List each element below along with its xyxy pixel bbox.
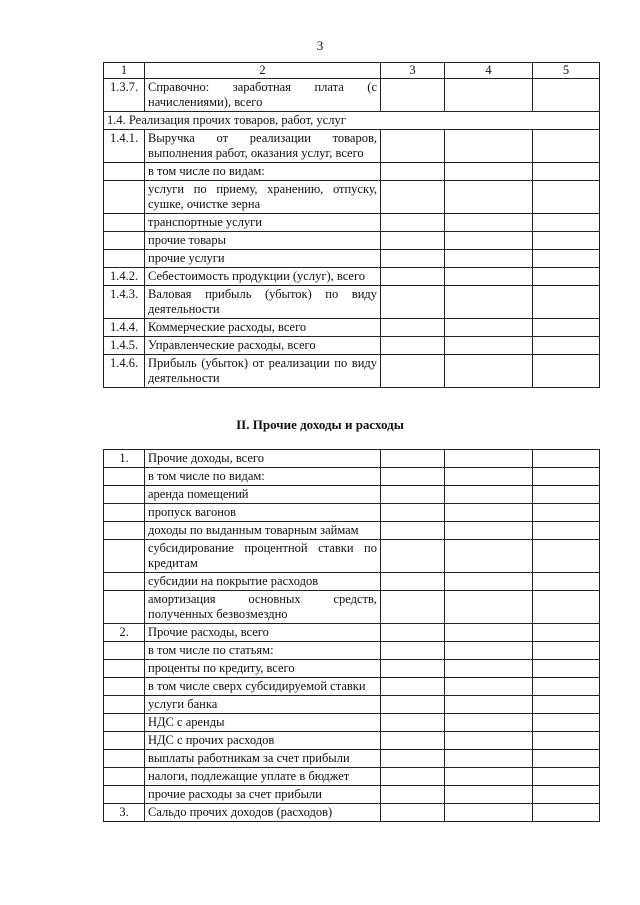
value-cell-col5[interactable] <box>533 250 600 268</box>
row-description: выплаты работникам за счет прибыли <box>145 750 381 768</box>
value-cell-col5[interactable] <box>533 642 600 660</box>
row-description: Прочие доходы, всего <box>145 450 381 468</box>
value-cell-col5[interactable] <box>533 678 600 696</box>
row-number <box>104 732 145 750</box>
table-row <box>104 468 600 486</box>
value-cell-col4[interactable] <box>445 181 533 214</box>
value-cell-col3[interactable] <box>381 268 445 286</box>
row-number: 1. <box>104 450 145 468</box>
table-row <box>104 319 600 337</box>
value-cell-col5[interactable] <box>533 286 600 319</box>
value-cell-col5[interactable] <box>533 268 600 286</box>
table-row <box>104 268 600 286</box>
table-row <box>104 232 600 250</box>
row-number: 3. <box>104 804 145 822</box>
row-number <box>104 678 145 696</box>
row-description: в том числе по видам: <box>145 163 381 181</box>
row-number <box>104 468 145 486</box>
value-cell-col3[interactable] <box>381 750 445 768</box>
row-description: услуги по приему, хранению, отпуску, сушке, очистке зерна <box>145 181 381 214</box>
table-row <box>104 181 600 214</box>
row-description: Справочно: заработная плата (с начислениями), всего <box>145 79 381 112</box>
value-cell-col3[interactable] <box>381 504 445 522</box>
value-cell-col3[interactable] <box>381 732 445 750</box>
value-cell-col5[interactable] <box>533 540 600 573</box>
value-cell-col3[interactable] <box>381 768 445 786</box>
table-row <box>104 130 600 163</box>
value-cell-col3[interactable] <box>381 804 445 822</box>
table-row <box>104 486 600 504</box>
value-cell-col5[interactable] <box>533 522 600 540</box>
value-cell-col3[interactable] <box>381 286 445 319</box>
row-description: аренда помещений <box>145 486 381 504</box>
row-description: Прочие расходы, всего <box>145 624 381 642</box>
row-number <box>104 573 145 591</box>
row-description: субсидирование процентной ставки по кредитам <box>145 540 381 573</box>
row-description: Выручка от реализации товаров, выполнения работ, оказания услуг, всего <box>145 130 381 163</box>
row-number <box>104 768 145 786</box>
row-description: Себестоимость продукции (услуг), всего <box>145 268 381 286</box>
value-cell-col5[interactable] <box>533 786 600 804</box>
row-description: Управленческие расходы, всего <box>145 337 381 355</box>
column-header: 1 <box>104 63 145 79</box>
row-number <box>104 591 145 624</box>
table-row <box>104 163 600 181</box>
subsection-heading: 1.4. Реализация прочих товаров, работ, услуг <box>104 112 600 130</box>
value-cell-col4[interactable] <box>445 319 533 337</box>
value-cell-col3[interactable] <box>381 337 445 355</box>
value-cell-col4[interactable] <box>445 232 533 250</box>
row-number <box>104 696 145 714</box>
value-cell-col4[interactable] <box>445 286 533 319</box>
row-description: доходы по выданным товарным займам <box>145 522 381 540</box>
row-description: НДС с аренды <box>145 714 381 732</box>
row-description: прочие услуги <box>145 250 381 268</box>
value-cell-col5[interactable] <box>533 163 600 181</box>
row-number <box>104 786 145 804</box>
value-cell-col5[interactable] <box>533 714 600 732</box>
row-number: 2. <box>104 624 145 642</box>
value-cell-col5[interactable] <box>533 468 600 486</box>
table-row <box>104 732 600 750</box>
value-cell-col5[interactable] <box>533 750 600 768</box>
value-cell-col5[interactable] <box>533 768 600 786</box>
value-cell-col3[interactable] <box>381 130 445 163</box>
value-cell-col4[interactable] <box>445 250 533 268</box>
row-description: прочие товары <box>145 232 381 250</box>
value-cell-col5[interactable] <box>533 450 600 468</box>
row-number <box>104 250 145 268</box>
row-description: Валовая прибыль (убыток) по виду деятельности <box>145 286 381 319</box>
value-cell-col4[interactable] <box>445 591 533 624</box>
column-header: 2 <box>145 63 381 79</box>
section-title: II. Прочие доходы и расходы <box>236 417 404 432</box>
row-description: услуги банка <box>145 696 381 714</box>
table-row <box>104 214 600 232</box>
value-cell-col4[interactable] <box>445 486 533 504</box>
row-number <box>104 714 145 732</box>
value-cell-col4[interactable] <box>445 450 533 468</box>
income-table-part1 <box>103 62 600 388</box>
table-row <box>104 504 600 522</box>
value-cell-col4[interactable] <box>445 696 533 714</box>
value-cell-col4[interactable] <box>445 768 533 786</box>
row-description: в том числе по статьям: <box>145 642 381 660</box>
table-row <box>104 678 600 696</box>
table-row <box>104 714 600 732</box>
column-header: 4 <box>445 63 533 79</box>
row-description: транспортные услуги <box>145 214 381 232</box>
row-description: в том числе по видам: <box>145 468 381 486</box>
value-cell-col4[interactable] <box>445 504 533 522</box>
table-row <box>104 522 600 540</box>
value-cell-col5[interactable] <box>533 79 600 112</box>
value-cell-col4[interactable] <box>445 468 533 486</box>
value-cell-col3[interactable] <box>381 591 445 624</box>
table-row <box>104 804 600 822</box>
value-cell-col5[interactable] <box>533 624 600 642</box>
value-cell-col5[interactable] <box>533 660 600 678</box>
row-number <box>104 540 145 573</box>
value-cell-col3[interactable] <box>381 678 445 696</box>
value-cell-col3[interactable] <box>381 250 445 268</box>
row-number: 1.4.2. <box>104 268 145 286</box>
row-description: Прибыль (убыток) от реализации по виду деятельности <box>145 355 381 388</box>
value-cell-col3[interactable] <box>381 522 445 540</box>
row-number <box>104 750 145 768</box>
row-description: налоги, подлежащие уплате в бюджет <box>145 768 381 786</box>
value-cell-col4[interactable] <box>445 355 533 388</box>
table-row <box>104 79 600 112</box>
row-number: 1.4.3. <box>104 286 145 319</box>
other-income-expenses-table <box>103 449 600 822</box>
row-number: 1.4.6. <box>104 355 145 388</box>
value-cell-col4[interactable] <box>445 714 533 732</box>
value-cell-col4[interactable] <box>445 678 533 696</box>
value-cell-col3[interactable] <box>381 163 445 181</box>
value-cell-col3[interactable] <box>381 232 445 250</box>
row-description: Коммерческие расходы, всего <box>145 319 381 337</box>
column-header: 5 <box>533 63 600 79</box>
value-cell-col5[interactable] <box>533 696 600 714</box>
value-cell-col5[interactable] <box>533 319 600 337</box>
value-cell-col4[interactable] <box>445 337 533 355</box>
row-number <box>104 642 145 660</box>
value-cell-col4[interactable] <box>445 268 533 286</box>
row-number <box>104 181 145 214</box>
table-header-row <box>104 63 600 79</box>
value-cell-col3[interactable] <box>381 486 445 504</box>
row-number <box>104 504 145 522</box>
value-cell-col3[interactable] <box>381 573 445 591</box>
table-row <box>104 355 600 388</box>
row-description: в том числе сверх субсидируемой ставки <box>145 678 381 696</box>
value-cell-col4[interactable] <box>445 786 533 804</box>
row-number <box>104 522 145 540</box>
row-number <box>104 163 145 181</box>
row-number: 1.4.1. <box>104 130 145 163</box>
value-cell-col5[interactable] <box>533 804 600 822</box>
page-number: 3 <box>316 38 324 53</box>
value-cell-col4[interactable] <box>445 214 533 232</box>
row-number <box>104 232 145 250</box>
row-number <box>104 660 145 678</box>
table-row <box>104 573 600 591</box>
row-description: субсидии на покрытие расходов <box>145 573 381 591</box>
value-cell-col5[interactable] <box>533 214 600 232</box>
row-number <box>104 486 145 504</box>
table-row <box>104 624 600 642</box>
row-number: 1.4.4. <box>104 319 145 337</box>
row-description: НДС с прочих расходов <box>145 732 381 750</box>
value-cell-col4[interactable] <box>445 750 533 768</box>
table-row <box>104 112 600 130</box>
table-row <box>104 786 600 804</box>
value-cell-col4[interactable] <box>445 624 533 642</box>
value-cell-col3[interactable] <box>381 319 445 337</box>
value-cell-col3[interactable] <box>381 540 445 573</box>
value-cell-col5[interactable] <box>533 573 600 591</box>
value-cell-col4[interactable] <box>445 79 533 112</box>
value-cell-col3[interactable] <box>381 79 445 112</box>
value-cell-col4[interactable] <box>445 522 533 540</box>
row-description: пропуск вагонов <box>145 504 381 522</box>
table-row <box>104 642 600 660</box>
value-cell-col3[interactable] <box>381 660 445 678</box>
row-description: амортизация основных средств, полученных безвозмездно <box>145 591 381 624</box>
value-cell-col3[interactable] <box>381 214 445 232</box>
value-cell-col5[interactable] <box>533 232 600 250</box>
value-cell-col4[interactable] <box>445 130 533 163</box>
row-number <box>104 214 145 232</box>
column-header: 3 <box>381 63 445 79</box>
row-number: 1.4.5. <box>104 337 145 355</box>
row-description: прочие расходы за счет прибыли <box>145 786 381 804</box>
table-row <box>104 286 600 319</box>
value-cell-col5[interactable] <box>533 181 600 214</box>
value-cell-col4[interactable] <box>445 163 533 181</box>
value-cell-col4[interactable] <box>445 660 533 678</box>
value-cell-col5[interactable] <box>533 355 600 388</box>
value-cell-col3[interactable] <box>381 642 445 660</box>
value-cell-col5[interactable] <box>533 504 600 522</box>
value-cell-col5[interactable] <box>533 732 600 750</box>
value-cell-col4[interactable] <box>445 732 533 750</box>
table-row <box>104 450 600 468</box>
value-cell-col5[interactable] <box>533 486 600 504</box>
value-cell-col3[interactable] <box>381 714 445 732</box>
value-cell-col4[interactable] <box>445 540 533 573</box>
table-row <box>104 250 600 268</box>
value-cell-col5[interactable] <box>533 591 600 624</box>
row-description: проценты по кредиту, всего <box>145 660 381 678</box>
value-cell-col3[interactable] <box>381 624 445 642</box>
value-cell-col3[interactable] <box>381 468 445 486</box>
value-cell-col3[interactable] <box>381 181 445 214</box>
table-row <box>104 750 600 768</box>
value-cell-col3[interactable] <box>381 696 445 714</box>
table-row <box>104 540 600 573</box>
table-row <box>104 660 600 678</box>
table-row <box>104 591 600 624</box>
table-row <box>104 337 600 355</box>
table-row <box>104 696 600 714</box>
value-cell-col4[interactable] <box>445 642 533 660</box>
value-cell-col5[interactable] <box>533 337 600 355</box>
row-description: Сальдо прочих доходов (расходов) <box>145 804 381 822</box>
value-cell-col4[interactable] <box>445 804 533 822</box>
value-cell-col4[interactable] <box>445 573 533 591</box>
value-cell-col3[interactable] <box>381 786 445 804</box>
row-number: 1.3.7. <box>104 79 145 112</box>
value-cell-col3[interactable] <box>381 450 445 468</box>
table-row <box>104 768 600 786</box>
value-cell-col5[interactable] <box>533 130 600 163</box>
value-cell-col3[interactable] <box>381 355 445 388</box>
